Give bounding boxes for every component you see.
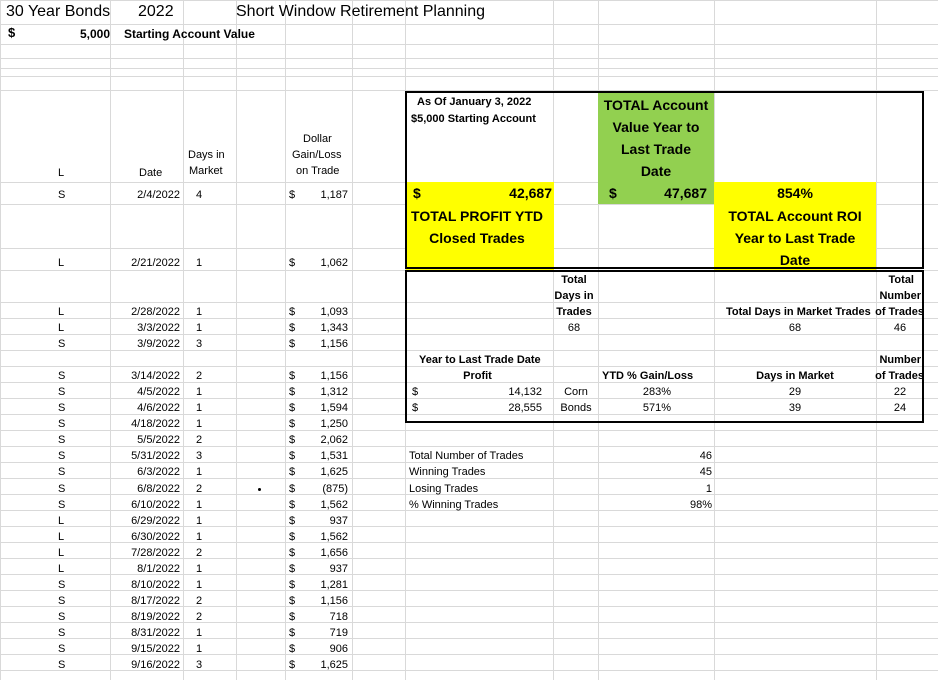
total-account-l3: Last Trade: [620, 141, 692, 157]
summary-days: 39: [788, 402, 802, 414]
trade-days: 1: [196, 402, 203, 414]
title-year: 2022: [138, 3, 174, 20]
trade-currency: $: [289, 418, 296, 430]
trade-side: S: [58, 499, 66, 511]
stats-value: 46: [699, 450, 712, 462]
trade-side: S: [58, 418, 66, 430]
trade-amount: 937: [329, 515, 348, 527]
profit-value: 42,687: [509, 185, 552, 201]
stats-value: 98%: [689, 499, 712, 511]
trade-days: 3: [196, 338, 203, 350]
trade-side: S: [58, 483, 66, 495]
stats-value: 45: [699, 466, 712, 478]
trade-side: L: [58, 322, 65, 334]
days-market-trades-label: Total Days in Market Trades: [726, 306, 871, 318]
trade-amount: 1,531: [320, 450, 348, 462]
col-date: Date: [139, 167, 163, 179]
trade-amount: 1,281: [320, 579, 348, 591]
trade-days: 1: [196, 306, 203, 318]
total-days-l1: Total: [561, 274, 587, 286]
trade-amount: 937: [329, 563, 348, 575]
trade-days: 1: [196, 627, 203, 639]
trade-date: 2/4/2022: [137, 189, 180, 201]
trade-date: 8/10/2022: [131, 579, 180, 591]
trade-date: 4/5/2022: [137, 386, 180, 398]
num-trades-l1: Number: [879, 354, 921, 366]
trade-currency: $: [289, 611, 296, 623]
trade-days: 2: [196, 547, 203, 559]
trade-amount: 1,093: [320, 306, 348, 318]
asof-line2: $5,000 Starting Account: [411, 113, 536, 125]
trade-days: 3: [196, 450, 203, 462]
total-days-value: 68: [567, 322, 581, 334]
ytd-label-l2: Profit: [463, 370, 492, 382]
ytd-pct-label: YTD % Gain/Loss: [602, 370, 694, 382]
trade-currency: $: [289, 579, 296, 591]
col-gain-l1: Dollar: [303, 133, 332, 145]
trade-amount: 1,156: [320, 595, 348, 607]
trade-days: 1: [196, 499, 203, 511]
trade-days: 1: [196, 531, 203, 543]
total-num-l3: of Trades: [875, 306, 924, 318]
trade-amount: 1,562: [320, 499, 348, 511]
title-planning: Short Window Retirement Planning: [236, 3, 486, 20]
trade-currency: $: [289, 306, 296, 318]
col-gain-l3: on Trade: [296, 165, 340, 177]
trade-days: 3: [196, 659, 203, 671]
days-in-market-label: Days in Market: [756, 370, 834, 382]
profit-label-l1: TOTAL PROFIT YTD: [411, 208, 543, 224]
trade-date: 6/8/2022: [137, 483, 180, 495]
trade-date: 3/14/2022: [131, 370, 180, 382]
trade-days: 2: [196, 370, 203, 382]
summary-currency: $: [412, 386, 419, 398]
trade-date: 8/1/2022: [137, 563, 180, 575]
trade-date: 6/10/2022: [131, 499, 180, 511]
trade-side: L: [58, 306, 65, 318]
summary-name: Bonds: [560, 402, 592, 414]
trade-amount: 1,187: [320, 189, 348, 201]
trade-date: 6/3/2022: [137, 466, 180, 478]
trade-currency: $: [289, 531, 296, 543]
trade-side: S: [58, 402, 66, 414]
trade-side: S: [58, 643, 66, 655]
trade-date: 4/18/2022: [131, 418, 180, 430]
trade-currency: $: [289, 643, 296, 655]
trade-amount: 1,562: [320, 531, 348, 543]
trade-currency: $: [289, 338, 296, 350]
summary-days: 29: [788, 386, 802, 398]
trade-currency: $: [289, 483, 296, 495]
summary-currency: $: [412, 402, 419, 414]
trade-side: S: [58, 434, 66, 446]
trade-side: S: [58, 386, 66, 398]
trade-currency: $: [289, 595, 296, 607]
trade-side: S: [58, 450, 66, 462]
total-account-l1: TOTAL Account: [603, 97, 709, 113]
trade-side: S: [58, 189, 66, 201]
trade-side: S: [58, 659, 66, 671]
starting-value: 5,000: [80, 27, 111, 41]
trade-currency: $: [289, 402, 296, 414]
trade-days: 1: [196, 257, 203, 269]
trade-amount: 1,156: [320, 338, 348, 350]
trade-date: 9/16/2022: [131, 659, 180, 671]
trade-side: S: [58, 611, 66, 623]
trade-amount: 1,250: [320, 418, 348, 430]
trade-currency: $: [289, 515, 296, 527]
stats-label: Losing Trades: [409, 483, 479, 495]
trade-side: S: [58, 627, 66, 639]
roi-label-l2: Year to Last Trade: [734, 230, 856, 246]
trade-amount: 719: [329, 627, 348, 639]
trade-date: 4/6/2022: [137, 402, 180, 414]
trade-days: 1: [196, 418, 203, 430]
summary-trades: 24: [893, 402, 907, 414]
trade-amount: 1,062: [320, 257, 348, 269]
trade-amount: 2,062: [320, 434, 348, 446]
trade-currency: $: [289, 466, 296, 478]
trade-currency: $: [289, 370, 296, 382]
trade-currency: $: [289, 547, 296, 559]
trade-side: S: [58, 338, 66, 350]
trade-side: L: [58, 257, 65, 269]
trade-amount: 1,594: [320, 402, 348, 414]
trade-date: 6/30/2022: [131, 531, 180, 543]
col-days-l1: Days in: [188, 149, 225, 161]
roi-label-l3: Date: [779, 252, 811, 268]
trade-date: 5/5/2022: [137, 434, 180, 446]
trade-date: 5/31/2022: [131, 450, 180, 462]
stats-label: Total Number of Trades: [409, 450, 524, 462]
summary-profit: 14,132: [508, 386, 542, 398]
trade-days: 1: [196, 643, 203, 655]
summary-profit: 28,555: [508, 402, 542, 414]
trade-date: 2/28/2022: [131, 306, 180, 318]
trade-currency: $: [289, 322, 296, 334]
title-bonds: 30 Year Bonds: [6, 3, 111, 20]
stats-label: Winning Trades: [409, 466, 486, 478]
stats-value: 1: [705, 483, 712, 495]
trade-currency: $: [289, 627, 296, 639]
trade-date: 3/9/2022: [137, 338, 180, 350]
trade-days: 1: [196, 466, 203, 478]
trade-date: 8/17/2022: [131, 595, 180, 607]
trade-amount: 1,625: [320, 659, 348, 671]
total-num-l1: Total: [888, 274, 914, 286]
trade-currency: $: [289, 257, 296, 269]
stats-label: % Winning Trades: [409, 499, 499, 511]
acct-currency: $: [609, 185, 617, 201]
trade-date: 9/15/2022: [131, 643, 180, 655]
trade-amount: 1,312: [320, 386, 348, 398]
trade-side: L: [58, 547, 65, 559]
summary-trades: 22: [893, 386, 907, 398]
ytd-label-l1: Year to Last Trade Date: [419, 354, 541, 366]
roi-label-l1: TOTAL Account ROI: [728, 208, 862, 224]
trade-side: S: [58, 466, 66, 478]
trade-date: 3/3/2022: [137, 322, 180, 334]
trade-days: 1: [196, 322, 203, 334]
trade-days: 2: [196, 611, 203, 623]
trade-days: 4: [196, 189, 203, 201]
total-account-l2: Value Year to: [612, 119, 700, 135]
trade-side: L: [58, 167, 65, 179]
trade-amount: 1,156: [320, 370, 348, 382]
trade-amount: 1,343: [320, 322, 348, 334]
trade-amount: (875): [322, 483, 348, 495]
trade-days: 2: [196, 595, 203, 607]
trade-currency: $: [289, 434, 296, 446]
trade-side: S: [58, 579, 66, 591]
roi-value: 854%: [777, 185, 813, 201]
trade-date: 2/21/2022: [131, 257, 180, 269]
trade-days: 1: [196, 579, 203, 591]
trade-side: L: [58, 563, 65, 575]
trade-date: 6/29/2022: [131, 515, 180, 527]
num-trades-l2: of Trades: [875, 370, 924, 382]
starting-label: Starting Account Value: [124, 27, 255, 41]
asof-line1: As Of January 3, 2022: [417, 96, 532, 108]
total-num-value: 46: [893, 322, 907, 334]
trade-days: 1: [196, 563, 203, 575]
col-days-l2: Market: [189, 165, 223, 177]
total-num-l2: Number: [879, 290, 921, 302]
trade-date: 8/31/2022: [131, 627, 180, 639]
trade-currency: $: [289, 563, 296, 575]
trade-side: S: [58, 595, 66, 607]
col-gain-l2: Gain/Loss: [292, 149, 342, 161]
profit-currency: $: [413, 185, 421, 201]
total-days-l3: Trades: [556, 306, 592, 318]
trade-days: 2: [196, 483, 203, 495]
profit-label-l2: Closed Trades: [429, 230, 525, 246]
trade-days: 1: [196, 515, 203, 527]
trade-amount: 906: [329, 643, 348, 655]
trade-currency: $: [289, 386, 296, 398]
trade-days: 2: [196, 434, 203, 446]
trade-currency: $: [289, 499, 296, 511]
cell-marker: [258, 488, 261, 491]
trade-side: S: [58, 370, 66, 382]
trade-days: 1: [196, 386, 203, 398]
starting-currency: $: [8, 25, 16, 40]
total-account-l4: Date: [640, 163, 672, 179]
trade-amount: 718: [329, 611, 348, 623]
days-market-trades-value: 68: [788, 322, 802, 334]
trade-currency: $: [289, 450, 296, 462]
summary-name: Corn: [564, 386, 588, 398]
summary-pct: 283%: [642, 386, 672, 398]
summary-pct: 571%: [642, 402, 672, 414]
trade-date: 8/19/2022: [131, 611, 180, 623]
total-days-l2: Days in: [554, 290, 594, 302]
trade-side: L: [58, 531, 65, 543]
trade-date: 7/28/2022: [131, 547, 180, 559]
trade-currency: $: [289, 659, 296, 671]
trade-side: L: [58, 515, 65, 527]
trade-amount: 1,656: [320, 547, 348, 559]
trade-currency: $: [289, 189, 296, 201]
acct-value: 47,687: [664, 185, 707, 201]
trade-amount: 1,625: [320, 466, 348, 478]
